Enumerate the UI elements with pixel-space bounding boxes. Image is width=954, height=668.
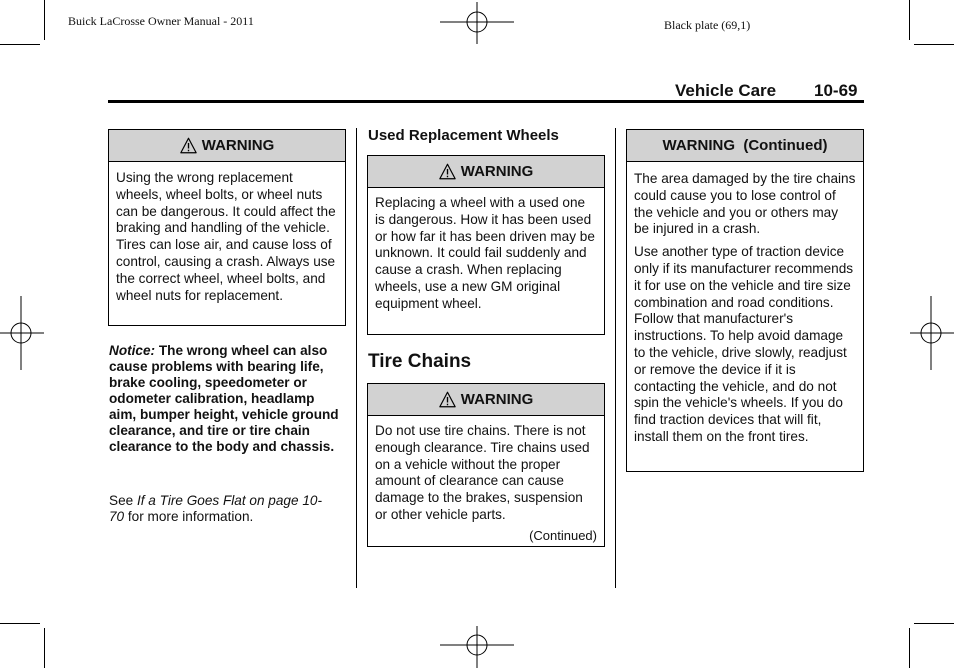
warning-title: WARNING (Continued) (662, 137, 828, 154)
warning-box (626, 129, 864, 472)
section-heading: Tire Chains (368, 351, 472, 372)
crop-mark (914, 44, 954, 45)
see-suffix: for more information. (124, 509, 254, 524)
registration-mark-icon (910, 296, 954, 370)
continued-label: (Continued) (529, 527, 597, 543)
warning-box (108, 129, 346, 326)
cross-reference-link[interactable]: If a Tire Goes Flat on page 10-70 (109, 493, 322, 524)
warning-header (368, 156, 604, 188)
column-divider (356, 128, 357, 588)
plate-label: Black plate (69,1) (664, 18, 751, 32)
notice-text: The wrong wheel can also cause problems with bearing life, brake cooling, speedometer or odometer calibration, headlamp aim, bumper height, vehicle ground clearance, and tire or tire chain clearance to the body and chassis. (109, 343, 339, 454)
warning-title: WARNING (460, 163, 534, 180)
warning-header (368, 384, 604, 416)
crop-mark (914, 623, 954, 624)
page-number: 10-69 (814, 81, 858, 100)
column-divider (615, 128, 616, 588)
registration-mark-icon (440, 2, 514, 44)
warning-triangle-icon (439, 391, 456, 408)
warning-title: WARNING (201, 137, 275, 154)
crop-mark (909, 628, 910, 668)
warning-paragraph: Use another type of traction device only if its manufacturer recommends it for use on the vehicle and tire size combination and road conditions. Follow that manufacturer's instructions. To help avoid damage to the vehicle, drive slowly, readjust or remove the device if it is contacting the vehicle, and do not spin the vehicle's wheels. If you do find traction devices that will fit, install them on the front tires. (634, 244, 854, 444)
section-title: Vehicle Care (675, 81, 777, 100)
crop-mark (0, 623, 40, 624)
warning-text: Using the wrong replacement wheels, wheel bolts, or wheel nuts can be dangerous. It could affect the braking and handling of the vehicle. Tires can lose air, and cause loss of control, causing a crash. Always use the correct wheel, wheel bolts, and wheel nuts for replacement. (116, 170, 336, 303)
warning-header (109, 130, 345, 162)
warning-box (367, 155, 605, 335)
manual-title: Buick LaCrosse Owner Manual - 2011 (68, 14, 254, 28)
notice-paragraph (109, 343, 339, 455)
registration-mark-icon (0, 296, 44, 370)
warning-triangle-icon (439, 163, 456, 180)
crop-mark (44, 628, 45, 668)
header-rule (108, 100, 864, 103)
crop-mark (909, 0, 910, 40)
subheading: Used Replacement Wheels (368, 127, 559, 144)
see-prefix: See (109, 493, 137, 508)
crop-mark (44, 0, 45, 40)
registration-mark-icon (440, 626, 514, 668)
warning-header (627, 130, 863, 162)
warning-box (367, 383, 605, 547)
warning-paragraph: The area damaged by the tire chains could cause you to lose control of the vehicle and you or others may be injured in a crash. (634, 171, 856, 237)
warning-text: Replacing a wheel with a used one is dangerous. How it has been used or how far it has been driven may be unknown. It could fail suddenly and cause a crash. When replacing wheels, use a new GM original equipment wheel. (375, 195, 595, 311)
crop-mark (0, 44, 40, 45)
warning-text: Do not use tire chains. There is not enough clearance. Tire chains used on a vehicle without the proper amount of clearance can cause damage to the brakes, suspension or other vehicle parts. (375, 423, 590, 522)
notice-label: Notice: (109, 343, 156, 358)
warning-triangle-icon (180, 137, 197, 154)
warning-title: WARNING (460, 391, 534, 408)
see-reference (109, 493, 337, 525)
